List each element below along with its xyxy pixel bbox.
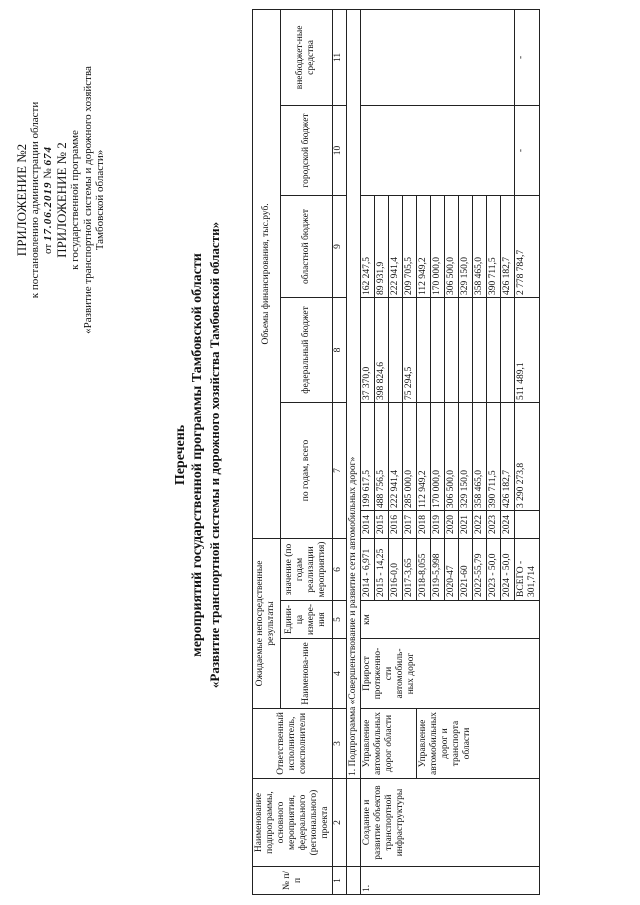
total: 285 000,0	[403, 402, 417, 510]
federal	[389, 297, 403, 402]
result-value: 2015 - 14,25	[375, 538, 389, 600]
header-offbudget: внебюджет-ные средства	[280, 9, 332, 105]
total-year-cell	[515, 510, 540, 538]
regional: 390 711,5	[487, 195, 501, 297]
appendix-program-name-2: Тамбовской области»	[94, 149, 106, 251]
total: 222 941,4	[389, 402, 403, 510]
regional: 358 465,0	[473, 195, 487, 297]
handwritten-number: 674	[41, 146, 54, 166]
result-value: 2016-0,0	[389, 538, 403, 600]
regional: 209 705,5	[403, 195, 417, 297]
document-title	[172, 155, 223, 755]
row-number: 1.	[361, 867, 540, 895]
result-value: 2019-5,998	[431, 538, 445, 600]
result-value: 2014 - 6,971	[361, 538, 375, 600]
result-value: 2020-47	[445, 538, 459, 600]
number-label: №	[41, 168, 54, 179]
regional: 306 500,0	[445, 195, 459, 297]
year: 2015	[375, 510, 389, 538]
regional: 89 931,9	[375, 195, 389, 297]
col-num-1: 1	[333, 867, 347, 895]
appendix-program-ref: к государственной программе	[69, 130, 81, 270]
result-name: Прирост протяженно-сти автомобиль-ных дорог	[361, 639, 540, 709]
regional: 222 941,4	[389, 195, 403, 297]
total: 329 150,0	[459, 402, 473, 510]
header-results: Ожидаемые непосредственные результаты	[253, 538, 281, 708]
appendix-decree-ref: к постановлению администрации области	[29, 101, 41, 299]
measures-table	[252, 9, 540, 895]
header-row-1	[253, 9, 281, 894]
header-by-year: по годам, всего	[280, 402, 332, 538]
appendix-program-name-1: «Развитие транспортной системы и дорожного хозяйства	[81, 66, 94, 334]
header-result-value: значение (по годам реализации мероприятия)	[280, 538, 332, 600]
total: 306 500,0	[445, 402, 459, 510]
result-value: 2023 - 50,0	[487, 538, 501, 600]
header-federal: федеральный бюджет	[280, 297, 332, 402]
year: 2016	[389, 510, 403, 538]
measure-name: Создание и развитие объектов транспортной инфраструктуры	[361, 779, 540, 867]
year: 2017	[403, 510, 417, 538]
title-line-3: «Развитие транспортной системы и дорожного хозяйства Тамбовской области»	[207, 221, 222, 689]
regional: 426 182,7	[501, 195, 515, 297]
result-value: 2021-60	[459, 538, 473, 600]
header-executor: Ответственный исполнитель, соисполнители	[253, 709, 333, 779]
result-value: 2018-8,055	[417, 538, 431, 600]
federal	[445, 297, 459, 402]
subprogram-title: 1. Подпрограмма «Совершенствование и развитие сети автомобильных дорог»	[347, 9, 361, 778]
year: 2019	[431, 510, 445, 538]
header-funding: Объемы финансирования, тыс.руб.	[253, 9, 281, 538]
executor-2: Управление автомобильных дорог и транспорта области	[417, 709, 540, 779]
header-num: № п/п	[253, 867, 333, 895]
col-num-2: 2	[333, 779, 347, 867]
total-result-value: ВСЕГО - 301,714	[515, 538, 540, 600]
year: 2021	[459, 510, 473, 538]
federal	[487, 297, 501, 402]
regional: 329 150,0	[459, 195, 473, 297]
header-regional: областной бюджет	[280, 195, 332, 297]
col-num-6: 6	[333, 538, 347, 600]
city-cell	[361, 105, 515, 195]
total: 112 949,2	[417, 402, 431, 510]
federal	[417, 297, 431, 402]
federal: 398 824,6	[375, 297, 389, 402]
total: 488 756,5	[375, 402, 389, 510]
result-value: 2017-3,65	[403, 538, 417, 600]
total: 426 182,7	[501, 402, 515, 510]
column-number-row	[333, 9, 347, 894]
total: 358 465,0	[473, 402, 487, 510]
federal	[459, 297, 473, 402]
federal: 75 294,5	[403, 297, 417, 402]
header-city: городской бюджет	[280, 105, 332, 195]
federal	[473, 297, 487, 402]
title-line-1: Перечень	[173, 424, 188, 486]
federal	[501, 297, 515, 402]
handwritten-date: 17.06.2019	[41, 181, 54, 242]
col-num-11: 11	[333, 9, 347, 105]
total: 390 711,5	[487, 402, 501, 510]
regional: 162 247,5	[361, 195, 375, 297]
federal	[431, 297, 445, 402]
col-num-8: 8	[333, 297, 347, 402]
executor-1: Управление автомобильных дорог области	[361, 709, 417, 779]
result-unit: км	[361, 601, 540, 639]
total-city: -	[515, 105, 540, 195]
date-prefix: от	[41, 243, 54, 254]
year: 2018	[417, 510, 431, 538]
header-result-name: Наименова-ние	[280, 639, 332, 709]
header-result-unit: Едини-ца измере-ния	[280, 601, 332, 639]
col-num-7: 7	[333, 402, 347, 538]
total-offbudget: -	[515, 9, 540, 105]
col-num-4: 4	[333, 639, 347, 709]
appendix-date-line	[42, 10, 55, 390]
appendix-number: ПРИЛОЖЕНИЕ №2	[14, 143, 29, 257]
total-regional: 2 778 784,7	[515, 195, 540, 297]
col-num-10: 10	[333, 105, 347, 195]
col-num-3: 3	[333, 709, 347, 779]
col-num-9: 9	[333, 195, 347, 297]
year: 2023	[487, 510, 501, 538]
subprogram-row	[347, 9, 361, 894]
result-value: 2022-55,79	[473, 538, 487, 600]
subprogram-name-cell	[347, 779, 361, 867]
regional: 112 949,2	[417, 195, 431, 297]
appendix-program-number: ПРИЛОЖЕНИЕ № 2	[54, 142, 69, 258]
header-name: Наименование подпрограммы, основного мероприятия, федерального (регионального) проекта	[253, 779, 333, 867]
year: 2024	[501, 510, 515, 538]
subprogram-num-cell	[347, 867, 361, 895]
result-value: 2024 - 50,0	[501, 538, 515, 600]
total-federal: 511 489,1	[515, 297, 540, 402]
table-row	[361, 9, 375, 894]
federal: 37 370,0	[361, 297, 375, 402]
year: 2020	[445, 510, 459, 538]
title-line-2: мероприятий государственной программы Тамбовской области	[190, 253, 205, 657]
offbudget-cell	[361, 9, 515, 105]
total: 199 617,5	[361, 402, 375, 510]
year: 2014	[361, 510, 375, 538]
total: 170 000,0	[431, 402, 445, 510]
grand-total: 3 290 273,8	[515, 402, 540, 510]
year: 2022	[473, 510, 487, 538]
col-num-5: 5	[333, 601, 347, 639]
regional: 170 000,0	[431, 195, 445, 297]
appendix-block	[14, 10, 107, 390]
